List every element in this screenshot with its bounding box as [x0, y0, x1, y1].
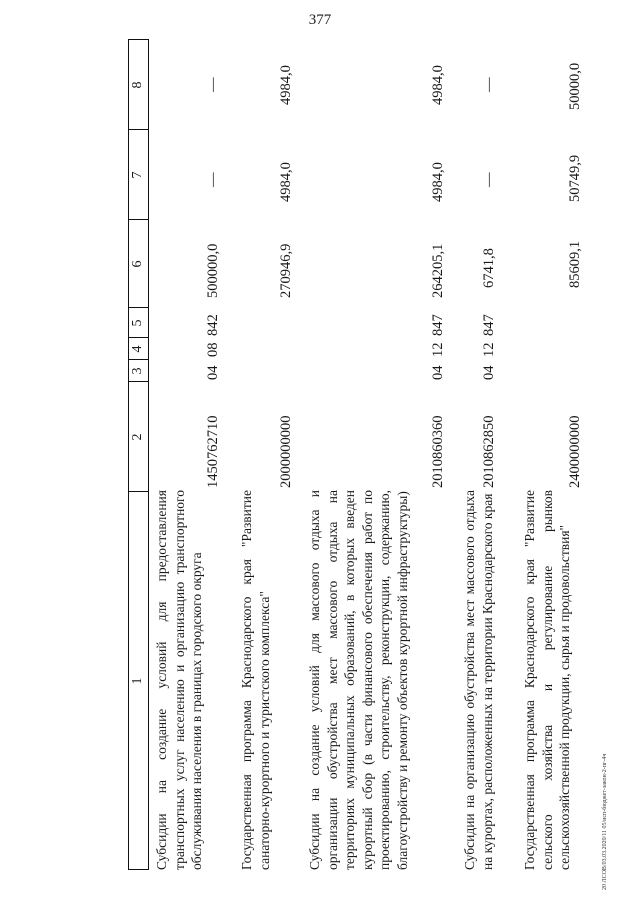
row-name: Субсидии на создание условий для массового отдыха и организации обустройства мест массового отдыха на территориях муниципальных образований, в которых введен курортный сбор (в части финансового обеспечения работ по проектированию, строительству, реконструкции, содержанию, благоустройству и ремонту объектов курортной инфраструктуры) [307, 490, 410, 870]
row-value-col8: 50000,0 [567, 62, 583, 110]
header-col-4: 4 [130, 345, 145, 353]
row-name: Субсидии на создание условий для предоставления транспортных услуг населению и организацию транспортного обслуживания населения в границах городского округа [154, 490, 204, 870]
row-code: 2400000000 [567, 415, 583, 488]
table-row [238, 30, 300, 870]
page-number: 377 [308, 12, 332, 28]
row-value-col6: 270946,9 [278, 243, 294, 298]
row-value-col7: 50749,9 [567, 154, 583, 202]
header-col-1: 1 [130, 677, 145, 685]
row-name: Государственная программа Краснодарского края "Развитие сельского хозяйства и регулирование рынков сельскохозяйственной продукции, сырья и продовольствия" [522, 490, 572, 870]
row-expense-type: 847 [430, 314, 446, 336]
row-value-col8: — [205, 77, 221, 92]
row-code: 2000000000 [278, 415, 294, 488]
row-value-col7: — [205, 172, 221, 187]
header-col-8: 8 [130, 81, 145, 89]
table-row [306, 30, 456, 870]
row-value-col6: 6741,8 [481, 248, 497, 288]
budget-table [128, 30, 588, 870]
row-value-col8: 4984,0 [430, 65, 446, 105]
row-value-col6: 85609,1 [567, 240, 583, 288]
header-bottom-border [148, 40, 149, 870]
row-value-col6: 500000,0 [205, 243, 221, 298]
row-expense-type: 842 [205, 314, 221, 336]
row-value-col6: 264205,1 [430, 243, 446, 298]
row-code: 1450762710 [205, 415, 221, 488]
row-expense-type: 847 [481, 314, 497, 336]
row-value-col7: 4984,0 [278, 162, 294, 202]
header-col-7: 7 [130, 171, 145, 179]
row-section: 04 [205, 365, 221, 380]
table-row [521, 30, 588, 870]
row-subsection: 08 [205, 342, 221, 357]
row-name: Государственная программа Краснодарского края "Развитие санаторно-курортного и туристского комплекса" [239, 490, 272, 870]
row-subsection: 12 [481, 342, 497, 357]
document-code: 20 ЛСОВ/03.03.2020/11 05/исп-бюджет-закон-2-пг-4ч [602, 753, 608, 890]
row-section: 04 [481, 365, 497, 380]
row-value-col7: — [481, 172, 497, 187]
table-row [461, 30, 521, 870]
header-col-3: 3 [130, 367, 145, 375]
row-value-col7: 4984,0 [430, 162, 446, 202]
row-value-col8: 4984,0 [278, 65, 294, 105]
row-name: Субсидии на организацию обустройства мест массового отдыха на курортах, расположенных на территории Краснодарского края [462, 490, 495, 870]
row-value-col8: — [481, 77, 497, 92]
header-col-6: 6 [130, 260, 145, 268]
table-row [153, 30, 231, 870]
row-code: 2010860360 [430, 415, 446, 488]
header-col-5: 5 [130, 319, 145, 327]
row-code: 2010862850 [481, 415, 497, 488]
row-section: 04 [430, 365, 446, 380]
row-subsection: 12 [430, 342, 446, 357]
header-col-2: 2 [130, 433, 145, 441]
